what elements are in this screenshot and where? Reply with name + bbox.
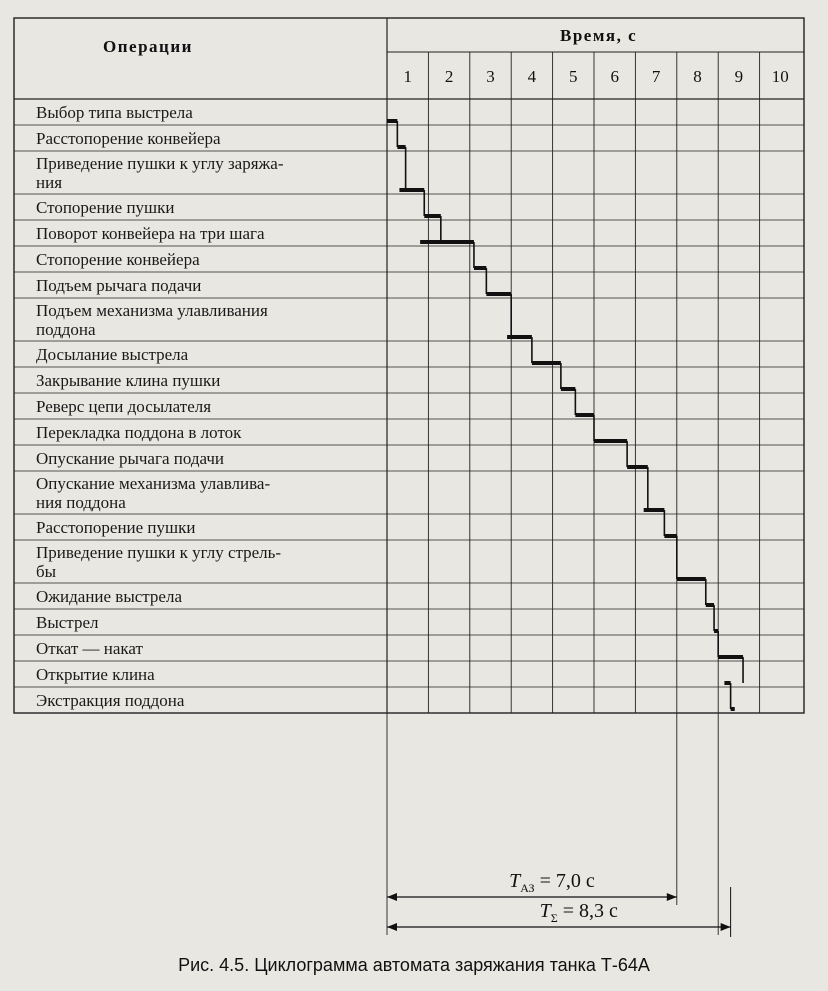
operation-label: Расстопорение конвейера bbox=[36, 129, 221, 148]
time-tick-label: 8 bbox=[693, 67, 702, 86]
operation-row bbox=[36, 276, 201, 295]
time-tick-label: 10 bbox=[771, 67, 789, 86]
dimension-line bbox=[387, 887, 731, 937]
operation-label: Ожидание выстрела bbox=[36, 587, 183, 606]
figure-caption: Рис. 4.5. Циклограмма автомата заряжания танка Т-64А bbox=[178, 955, 650, 975]
operation-row bbox=[36, 423, 242, 442]
operation-label: поддона bbox=[36, 320, 96, 339]
time-axis-labels bbox=[403, 67, 788, 86]
dimension-annotations bbox=[387, 870, 731, 937]
operation-row bbox=[36, 639, 143, 658]
operation-label: Закрывание клина пушки bbox=[36, 371, 221, 390]
operation-row bbox=[36, 613, 99, 632]
operation-label: Подъем механизма улавливания bbox=[36, 301, 268, 320]
time-tick-label: 2 bbox=[444, 67, 454, 86]
operation-row bbox=[36, 198, 175, 217]
operation-row bbox=[36, 518, 195, 537]
operation-label: Приведение пушки к углу заряжа- bbox=[36, 154, 284, 173]
operation-row bbox=[36, 129, 221, 148]
operation-label: Опускание рычага подачи bbox=[36, 449, 225, 468]
operation-row bbox=[36, 449, 224, 468]
dimension-label: $T_\Sigma = 8,3$ с bbox=[539, 900, 618, 925]
header-operations: Операции bbox=[103, 37, 193, 56]
timing-bars bbox=[387, 121, 743, 709]
operation-row bbox=[36, 154, 284, 192]
operation-row bbox=[36, 665, 155, 684]
operation-label: Расстопорение пушки bbox=[36, 518, 196, 537]
operation-label: Экстракция поддона bbox=[36, 691, 185, 710]
operation-label: Выстрел bbox=[36, 613, 99, 632]
time-tick-label: 3 bbox=[486, 67, 495, 86]
operation-row bbox=[36, 103, 193, 122]
operation-label: Поворот конвейера на три шага bbox=[36, 224, 265, 243]
time-tick-label: 9 bbox=[734, 67, 744, 86]
operation-label: Выбор типа выстрела bbox=[36, 103, 193, 122]
operation-label: ния поддона bbox=[36, 493, 126, 512]
operation-row bbox=[36, 543, 281, 581]
operation-label: Открытие клина bbox=[36, 665, 155, 684]
operation-label: ния bbox=[36, 173, 63, 192]
operation-label: Перекладка поддона в лоток bbox=[36, 423, 242, 442]
operation-row bbox=[36, 250, 200, 269]
time-tick-label: 6 bbox=[610, 67, 619, 86]
operation-label: Приведение пушки к углу стрель- bbox=[36, 543, 282, 562]
operation-label: Досылание выстрела bbox=[36, 345, 189, 364]
operation-row bbox=[36, 474, 270, 512]
operation-label: бы bbox=[36, 562, 57, 581]
operation-label: Подъем рычага подачи bbox=[36, 276, 202, 295]
dimension-line bbox=[387, 870, 677, 901]
operation-row bbox=[36, 224, 265, 243]
operation-row bbox=[36, 587, 182, 606]
time-tick-label: 4 bbox=[527, 67, 537, 86]
operation-row bbox=[36, 691, 185, 710]
operation-row bbox=[36, 371, 220, 390]
operation-row bbox=[36, 301, 268, 339]
operation-row bbox=[36, 345, 189, 364]
time-tick-label: 5 bbox=[569, 67, 578, 86]
operation-label: Стопорение пушки bbox=[36, 198, 175, 217]
header-time: Время, с bbox=[560, 26, 638, 45]
operation-label: Стопорение конвейера bbox=[36, 250, 200, 269]
time-tick-label: 7 bbox=[651, 67, 661, 86]
dimension-label: $T_{АЗ} = 7,0$ с bbox=[509, 870, 595, 895]
operation-label: Реверс цепи досылателя bbox=[36, 397, 212, 416]
operation-label: Откат — накат bbox=[36, 639, 143, 658]
operation-label: Опускание механизма улавлива- bbox=[36, 474, 271, 493]
time-tick-label: 1 bbox=[403, 67, 412, 86]
operation-row bbox=[36, 397, 211, 416]
